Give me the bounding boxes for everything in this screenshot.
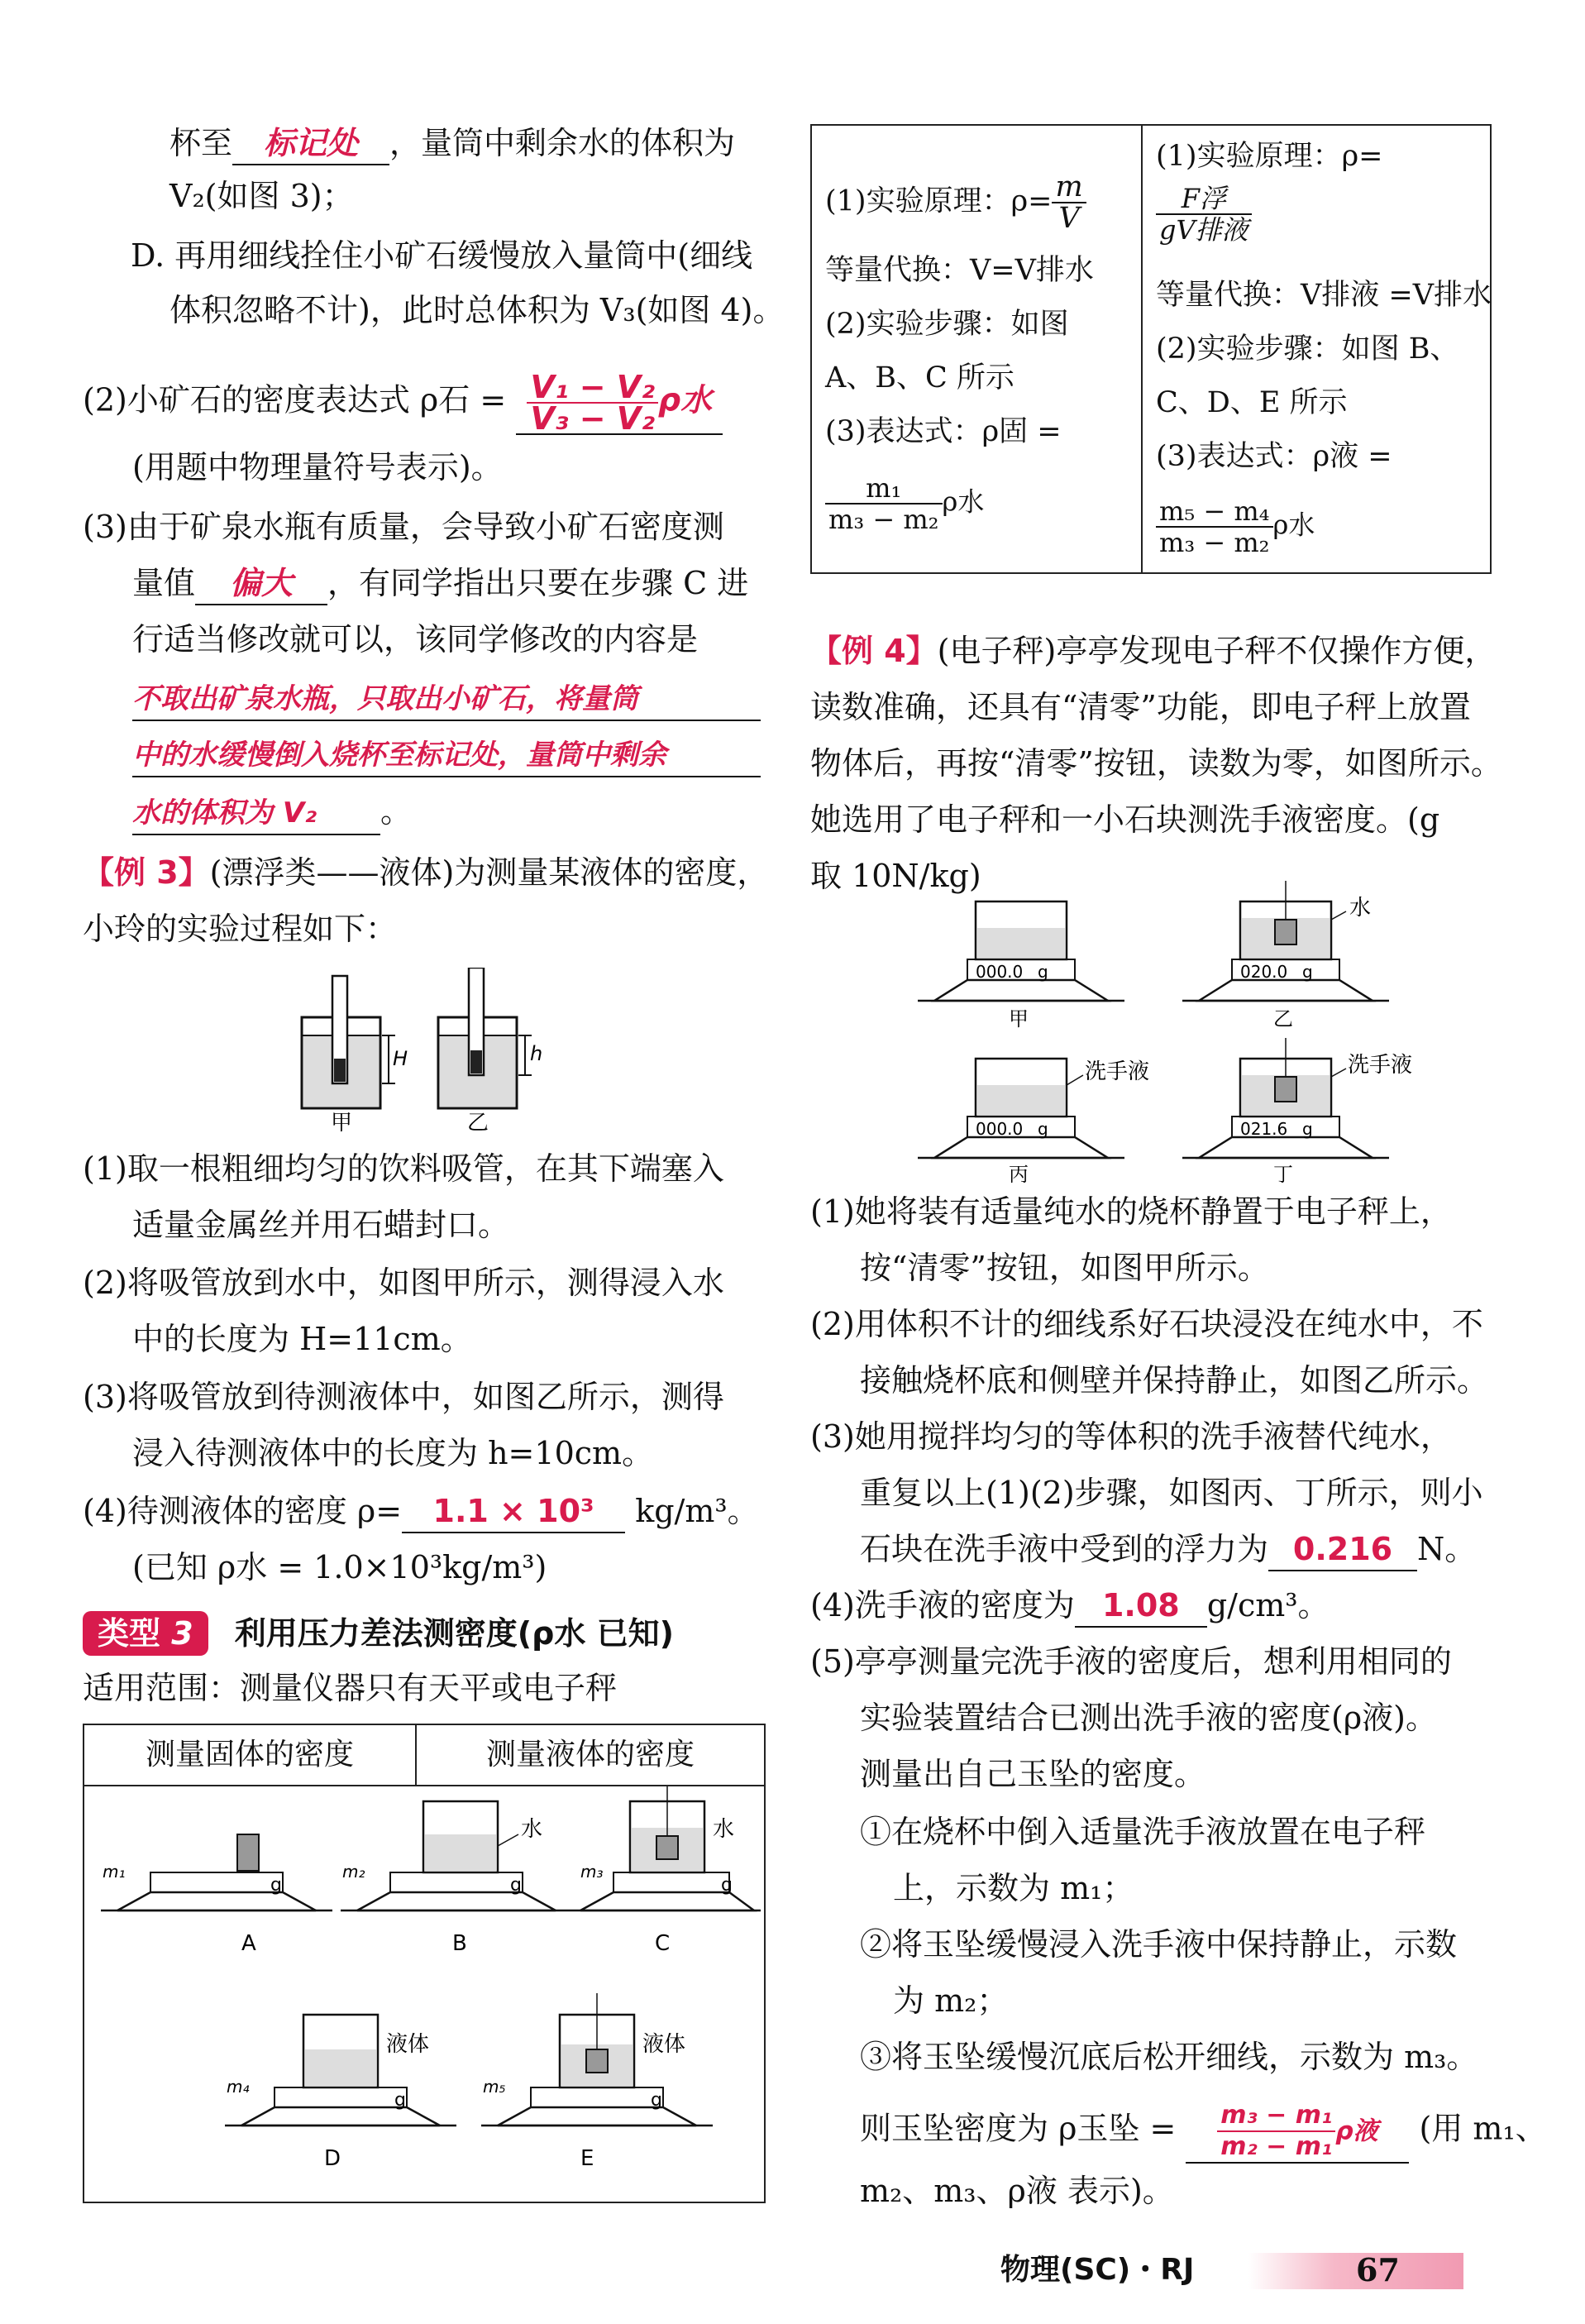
reading-jia: 000.0: [976, 962, 1024, 982]
r5-line-3: 测量出自己玉坠的密度。: [860, 1756, 1206, 1792]
label-h: h: [530, 1042, 543, 1065]
numerator: m₁: [825, 473, 943, 504]
unit-g: g: [1038, 962, 1048, 982]
label-A: A: [241, 1931, 256, 1956]
q3-line-3: 行适当修改就可以，该同学修改的内容是: [132, 621, 699, 658]
r5-line-1: (5)亭亭测量完洗手液的密度后，想利用相同的: [810, 1643, 1452, 1680]
text: (4)洗手液的密度为: [810, 1587, 1075, 1623]
q3-line-2: [132, 562, 748, 605]
label-D: D: [324, 2146, 341, 2171]
q3-answer-1: 不取出矿泉水瓶，只取出小矿石，将量筒: [132, 678, 761, 721]
step-4: [83, 1490, 759, 1533]
rho-water: ρ水: [1272, 509, 1315, 541]
denominator: m₃ − m₂: [1159, 527, 1270, 558]
label-m5: m₅: [483, 2077, 506, 2097]
summary-box: [810, 124, 1492, 574]
text: (电子秤)亭亭发现电子秤不仅操作方便，: [937, 633, 1497, 669]
text: (漂浮类——液体)为测量某液体的密度，: [209, 854, 769, 891]
scale-figures: [909, 868, 1422, 1183]
numerator: F浮: [1156, 184, 1252, 215]
reading-ding: 021.6: [1240, 1119, 1288, 1139]
text: 杯至: [169, 125, 233, 161]
label-yi: 乙: [467, 1111, 489, 1133]
denominator: V: [1058, 202, 1080, 235]
figure-B: [341, 1801, 572, 1956]
r3-line-2: 重复以上(1)(2)步骤，如图丙、丁所示，则小: [860, 1475, 1483, 1511]
text: 。: [380, 793, 413, 830]
answer-soap-density: 1.08: [1101, 1587, 1180, 1623]
label-soap: 洗手液: [1348, 1053, 1413, 1078]
example-3-line-2: 小玲的实验过程如下：: [83, 911, 398, 947]
text: (4)待测液体的密度 ρ=: [83, 1493, 403, 1529]
label-m2: m₂: [342, 1862, 365, 1882]
text: 则玉坠密度为 ρ玉坠 =: [860, 2110, 1177, 2147]
figure-D: [225, 2015, 456, 2171]
liquid-formula: [1156, 496, 1315, 557]
r1-line-1: (1)她将装有适量纯水的烧杯静置于电子秤上，: [810, 1193, 1452, 1230]
reading-bing: 000.0: [976, 1119, 1024, 1139]
measurement-table: [83, 1724, 766, 2203]
label-m1: m₁: [103, 1862, 126, 1882]
r1-line-2: 按“清零”按钮，如图甲所示。: [860, 1250, 1269, 1286]
type-number: 3: [171, 1615, 193, 1652]
label-jia: 甲: [1009, 1007, 1029, 1030]
label-liquid: 液体: [642, 2032, 686, 2057]
step-1-line-1: (1)取一根粗细均匀的饮料吸管，在其下端塞入: [83, 1150, 724, 1187]
liquid-expression: (3)表达式：ρ液 =: [1156, 440, 1392, 473]
question-2: [83, 369, 723, 437]
label-ding: 丁: [1273, 1163, 1293, 1183]
denominator: gV排液: [1159, 214, 1248, 246]
footer-subject: 物理(SC)・RJ: [1000, 2253, 1195, 2287]
liquid-principle: (1)实验原理：ρ=: [1156, 140, 1383, 173]
r4: [810, 1585, 1330, 1628]
q2-note: (用题中物理量符号表示)。: [132, 449, 503, 485]
label-E: E: [580, 2146, 594, 2171]
rho-liquid: ρ液: [1335, 2116, 1378, 2146]
step-1-line-2: 适量金属丝并用石蜡封口。: [132, 1207, 510, 1243]
line-4: 体积忽略不计)，此时总体积为 V₃(如图 4)。: [169, 292, 785, 328]
solid-steps-2: A、B、C 所示: [825, 361, 1014, 395]
figure-A: [101, 1834, 332, 1956]
text: (用 m₁、: [1419, 2110, 1547, 2147]
label-water: 水: [521, 1817, 543, 1842]
step-4-note: (已知 ρ水 = 1.0×10³kg/m³): [132, 1549, 547, 1585]
solid-method: [812, 126, 1143, 572]
r3-line-1: (3)她用搅拌均匀的等体积的洗手液替代纯水，: [810, 1418, 1452, 1455]
text: g/cm³。: [1206, 1587, 1330, 1623]
r2-line-1: (2)用体积不计的细线系好石块浸没在纯水中，不: [810, 1306, 1483, 1342]
liquid-substitution: 等量代换：V排液 =V排水: [1156, 279, 1492, 312]
text: ，量筒中剩余水的体积为: [389, 125, 736, 161]
label-liquid: 液体: [386, 2032, 430, 2057]
label-yi: 乙: [1273, 1007, 1293, 1030]
denominator: m₃ − m₂: [828, 504, 939, 535]
rho-water: ρ水: [942, 485, 985, 518]
denominator: m₂ − m₁: [1220, 2132, 1333, 2161]
label-jia: 甲: [331, 1111, 353, 1133]
text: N。: [1417, 1531, 1477, 1567]
text: kg/m³。: [635, 1493, 759, 1529]
answer-jade-formula: [1217, 2101, 1335, 2162]
text: ，有同学指出只要在步骤 C 进: [327, 565, 749, 601]
example-tag: 【例 3】: [83, 854, 210, 891]
unit-g: g: [721, 1875, 733, 1896]
balance-figures: [84, 1786, 762, 2200]
r2-line-2: 接触烧杯底和侧壁并保持静止，如图乙所示。: [860, 1362, 1489, 1399]
solid-steps-1: (2)实验步骤：如图: [825, 308, 1069, 341]
step-2-line-2: 中的长度为 H=11cm。: [132, 1321, 472, 1357]
denominator: V₃ − V₂: [530, 400, 655, 437]
line-2: V₂(如图 3)；: [169, 178, 354, 214]
step-2-line-1: (2)将吸管放到水中，如图甲所示，测得浸入水: [83, 1265, 724, 1301]
example-tag: 【例 4】: [810, 633, 938, 669]
table-header-liquid: 测量液体的密度: [417, 1725, 764, 1786]
r3-line-3: [860, 1528, 1476, 1571]
example-3: [83, 852, 768, 893]
text: (2)小矿石的密度表达式 ρ石 =: [83, 381, 507, 418]
q3-answer-3: [132, 791, 412, 835]
scale-bing: [918, 1059, 1149, 1183]
label-m3: m₃: [580, 1862, 604, 1882]
unit-g: g: [394, 2090, 406, 2111]
liquid-method: [1143, 126, 1490, 572]
scope-text: 适用范围：测量仪器只有天平或电子秤: [83, 1670, 618, 1706]
scale-ding: [1182, 1038, 1412, 1183]
example-4-line-4: 她选用了电子秤和一小石块测洗手液密度。(g: [810, 801, 1440, 838]
c1-line-1: ①在烧杯中倒入适量洗手液放置在电子秤: [860, 1814, 1426, 1850]
label-H: H: [393, 1047, 408, 1070]
example-4-line-2: 读数准确，还具有“清零”功能，即电子秤上放置: [810, 689, 1471, 725]
example-4: [810, 630, 1496, 672]
answer-mark-location: 标记处: [264, 125, 359, 161]
unit-g: g: [1302, 1119, 1313, 1139]
scale-jia: [918, 901, 1124, 1030]
beaker-yi: [438, 968, 542, 1133]
c1-line-2: 上，示数为 m₁；: [893, 1870, 1134, 1906]
step-3-line-1: (3)将吸管放到待测液体中，如图乙所示，测得: [83, 1379, 724, 1415]
unit-g: g: [510, 1875, 522, 1896]
solid-expression: (3)表达式：ρ固 =: [825, 415, 1062, 448]
figure-C: [572, 1786, 761, 1956]
c2-line-2: 为 m₂；: [893, 1982, 1009, 2019]
unit-g: g: [1302, 962, 1313, 982]
type-title: 利用压力差法测密度(ρ水 已知): [234, 1615, 674, 1652]
label-soap: 洗手液: [1085, 1059, 1150, 1084]
reading-yi: 020.0: [1240, 962, 1288, 982]
unit-g: g: [270, 1875, 282, 1896]
type-tag: [83, 1611, 208, 1656]
answer-too-large: 偏大: [230, 565, 294, 601]
numerator: m₅ − m₄: [1156, 496, 1273, 528]
liquid-principle-fraction: [1156, 184, 1252, 245]
solid-substitution: 等量代换：V=V排水: [825, 254, 1094, 287]
beaker-jia: [302, 976, 408, 1133]
label-m4: m₄: [227, 2077, 250, 2097]
solid-formula: [825, 473, 984, 534]
label-bing: 丙: [1009, 1163, 1029, 1183]
line-3: D. 再用细线拴住小矿石缓慢放入量筒中(细线: [131, 237, 753, 274]
r5-line-2: 实验装置结合已测出洗手液的密度(ρ液)。: [860, 1700, 1437, 1736]
q3-answer-2: 中的水缓慢倒入烧杯至标记处，量筒中剩余: [132, 734, 761, 777]
example-4-line-3: 物体后，再按“清零”按钮，读数为零，如图所示。: [810, 745, 1502, 782]
answer-density-formula: [527, 369, 657, 437]
answer-buoyancy: 0.216: [1292, 1531, 1393, 1567]
text: 石块在洗手液中受到的浮力为: [860, 1531, 1269, 1567]
unit-g: g: [651, 2090, 662, 2111]
line-1: [169, 122, 735, 165]
label-water: 水: [1349, 896, 1372, 921]
label-water: 水: [713, 1817, 735, 1842]
text: 量值: [132, 565, 196, 601]
numerator: m: [1052, 172, 1086, 203]
step-3-line-2: 浸入待测液体中的长度为 h=10cm。: [132, 1435, 654, 1471]
figure-E: [481, 1993, 713, 2171]
label-B: B: [452, 1931, 467, 1956]
table-header-solid: 测量固体的密度: [84, 1725, 417, 1786]
text: (1)实验原理：ρ=: [825, 184, 1053, 218]
numerator: m₃ − m₁: [1217, 2101, 1335, 2132]
answer-text: 水的体积为 V₂: [132, 792, 380, 835]
answer-density: 1.1 × 10³: [432, 1493, 594, 1529]
scale-yi: [1182, 881, 1389, 1030]
final-line-2: m₂、m₃、ρ液 表示)。: [860, 2173, 1174, 2209]
c2-line-1: ②将玉坠缓慢浸入洗手液中保持静止，示数: [860, 1926, 1458, 1963]
page-number: 67: [1356, 2251, 1400, 2288]
label-C: C: [655, 1931, 671, 1956]
numerator: V₁ − V₂: [527, 372, 657, 404]
q3-line-1: (3)由于矿泉水瓶有质量，会导致小矿石密度测: [83, 509, 724, 545]
type-3-heading: [83, 1611, 674, 1656]
liquid-steps-2: C、D、E 所示: [1156, 386, 1348, 419]
type-label: 类型: [98, 1615, 161, 1652]
unit-g: g: [1038, 1119, 1048, 1139]
c3: ③将玉坠缓慢沉底后松开细线，示数为 m₃。: [860, 2039, 1478, 2075]
rho-water: ρ水: [657, 381, 713, 418]
example-4-line-5: 取 10N/kg): [810, 858, 981, 894]
straw-figure: [289, 968, 562, 1133]
footer: [1000, 2248, 1497, 2293]
liquid-steps-1: (2)实验步骤：如图 B、: [1156, 332, 1459, 366]
solid-principle: [825, 172, 1086, 233]
final-answer: [860, 2101, 1547, 2164]
